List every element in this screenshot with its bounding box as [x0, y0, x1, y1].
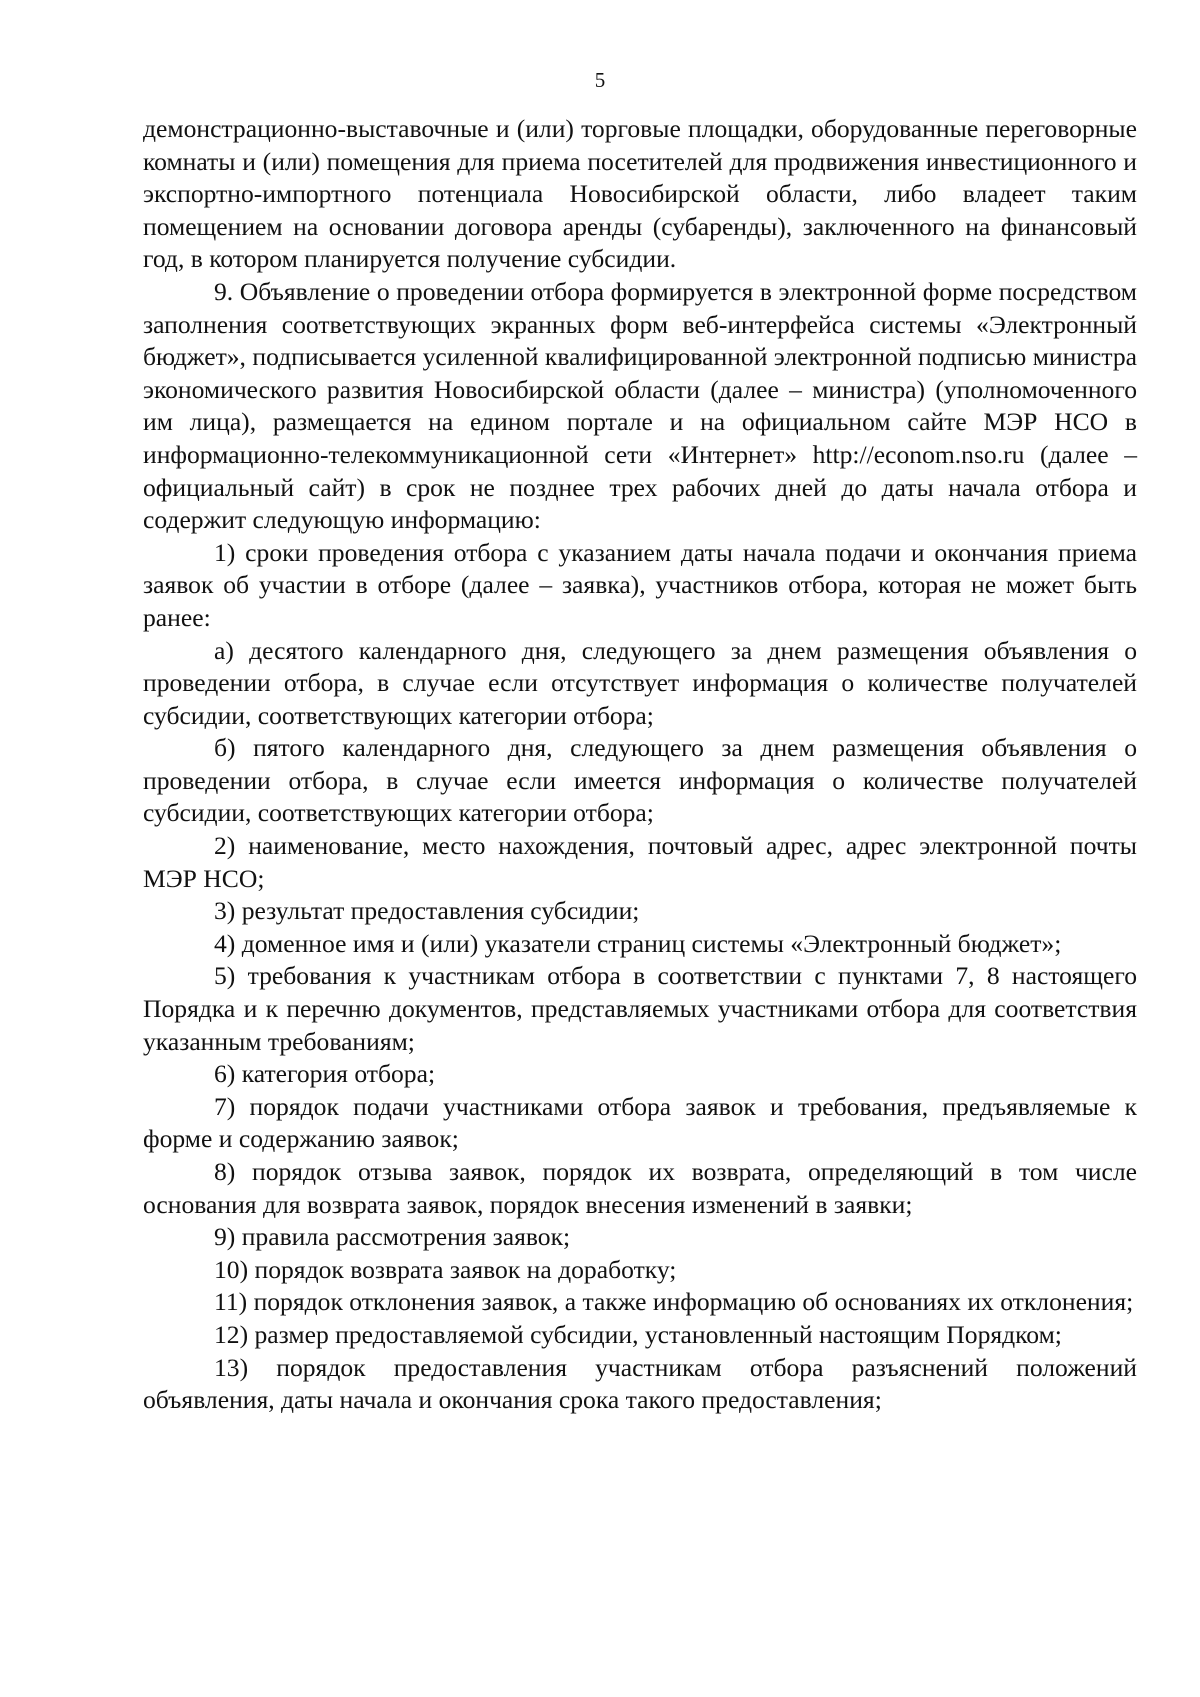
paragraph: а) десятого календарного дня, следующего за днем размещения объявления о проведении отбора, в случае если отсутствует информация о количестве получателей субсидии, соответствующих категории отбора;: [143, 635, 1137, 730]
paragraph: 9) правила рассмотрения заявок;: [214, 1222, 571, 1252]
paragraph: 9. Объявление о проведении отбора формируется в электронной форме посредством заполнения соответствующих экранных форм веб-интерфейса системы «Электронный бюджет», подписывается усиленной квалифицированной электронной подписью министра экономического развития Новосибирской области (далее – министра) (уполномоченного им лица), размещается на едином портале и на официальном сайте МЭР НСО в информационно-телекоммуникационной сети «Интернет» http://econom.nso.ru (далее – официальный сайт) в срок не позднее трех рабочих дней до даты начала отбора и содержит следующую информацию:: [143, 276, 1137, 535]
paragraph: 11) порядок отклонения заявок, а также информацию об основаниях их отклонения;: [214, 1287, 1134, 1317]
paragraph: б) пятого календарного дня, следующего за днем размещения объявления о проведении отбора, в случае если имеется информация о количестве получателей субсидии, соответствующих категории отбора;: [143, 733, 1137, 828]
paragraph: 3) результат предоставления субсидии;: [214, 896, 640, 926]
paragraph: 2) наименование, место нахождения, почтовый адрес, адрес электронной почты МЭР НСО;: [143, 831, 1137, 893]
paragraph: 12) размер предоставляемой субсидии, установленный настоящим Порядком;: [214, 1319, 1062, 1349]
document-body: [143, 113, 1137, 1417]
paragraph: 5) требования к участникам отбора в соответствии с пунктами 7, 8 настоящего Порядка и к перечню документов, представляемых участниками отбора для соответствия указанным требованиям;: [143, 961, 1137, 1056]
paragraph: демонстрационно-выставочные и (или) торговые площадки, оборудованные переговорные комнаты и (или) помещения для приема посетителей для продвижения инвестиционного и экспортно-импортного потенциала Новосибирской области, либо владеет таким помещением на основании договора аренды (субаренды), заключенного на финансовый год, в котором планируется получение субсидии.: [143, 114, 1137, 274]
paragraph: 7) порядок подачи участниками отбора заявок и требования, предъявляемые к форме и содержанию заявок;: [143, 1091, 1137, 1154]
paragraph: 10) порядок возврата заявок на доработку;: [214, 1254, 677, 1284]
paragraph: 4) доменное имя и (или) указатели страниц системы «Электронный бюджет»;: [214, 928, 1062, 958]
paragraph: 13) порядок предоставления участникам отбора разъяснений положений объявления, даты начала и окончания срока такого предоставления;: [143, 1352, 1137, 1415]
paragraph: 6) категория отбора;: [214, 1059, 436, 1089]
paragraph: 8) порядок отзыва заявок, порядок их возврата, определяющий в том числе основания для возврата заявок, порядок внесения изменений в заявки;: [143, 1157, 1137, 1219]
paragraph: 1) сроки проведения отбора с указанием даты начала подачи и окончания приема заявок об участии в отборе (далее – заявка), участников отбора, которая не может быть ранее:: [143, 537, 1137, 632]
page-number: 5: [594, 68, 606, 92]
